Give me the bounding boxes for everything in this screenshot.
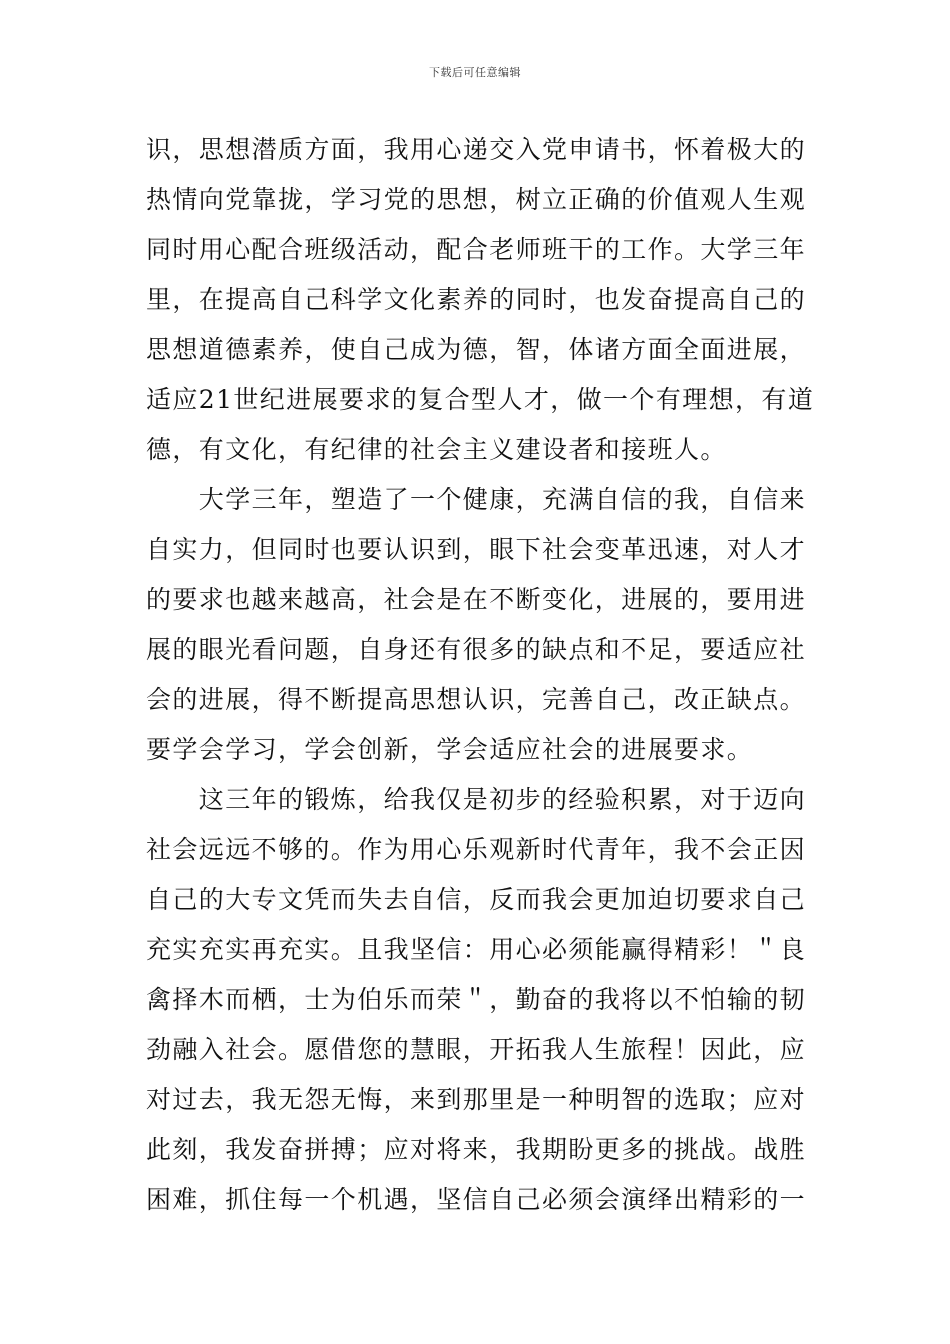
text-line: 此刻，我发奋拼搏；应对将来，我期盼更多的挑战。战胜: [146, 1135, 807, 1164]
text-line: 大学三年，塑造了一个健康，充满自信的我，自信来: [146, 485, 807, 514]
text-line: 识，思想潜质方面，我用心递交入党申请书，怀着极大的: [146, 135, 807, 164]
text-line: 劲融入社会。愿借您的慧眼，开拓我人生旅程！因此，应: [146, 1035, 807, 1064]
text-line: 同时用心配合班级活动，配合老师班干的工作。大学三年: [146, 235, 807, 264]
text-line: 里，在提高自己科学文化素养的同时，也发奋提高自己的: [146, 285, 807, 314]
text-line: 禽择木而栖，士为伯乐而荣＂，勤奋的我将以不怕输的韧: [146, 985, 807, 1014]
text-line: 的要求也越来越高，社会是在不断变化，进展的，要用进: [146, 585, 807, 614]
text-line: 会的进展，得不断提高思想认识，完善自己，改正缺点。: [146, 685, 807, 714]
text-line: 适应21世纪进展要求的复合型人才，做一个有理想，有道: [146, 385, 815, 414]
text-line: 充实充实再充实。且我坚信：用心必须能赢得精彩！＂良: [146, 935, 807, 964]
text-line: 对过去，我无怨无悔，来到那里是一种明智的选取；应对: [146, 1085, 807, 1114]
text-line: 热情向党靠拢，学习党的思想，树立正确的价值观人生观: [146, 185, 807, 214]
text-line: 思想道德素养，使自己成为德，智，体诸方面全面进展，: [146, 335, 807, 364]
text-line: 困难，抓住每一个机遇，坚信自己必须会演绎出精彩的一: [146, 1185, 807, 1214]
page-header: 下载后可任意编辑: [429, 66, 521, 79]
text-line: 社会远远不够的。作为用心乐观新时代青年，我不会正因: [146, 835, 807, 864]
text-line: 自己的大专文凭而失去自信，反而我会更加迫切要求自己: [146, 885, 807, 914]
text-line: 这三年的锻炼，给我仅是初步的经验积累，对于迈向: [146, 785, 807, 814]
text-line: 自实力，但同时也要认识到，眼下社会变革迅速，对人才: [146, 535, 807, 564]
text-line: 展的眼光看问题，自身还有很多的缺点和不足，要适应社: [146, 635, 807, 664]
text-line: 德，有文化，有纪律的社会主义建设者和接班人。: [146, 435, 727, 464]
text-line: 要学会学习，学会创新，学会适应社会的进展要求。: [146, 735, 754, 764]
